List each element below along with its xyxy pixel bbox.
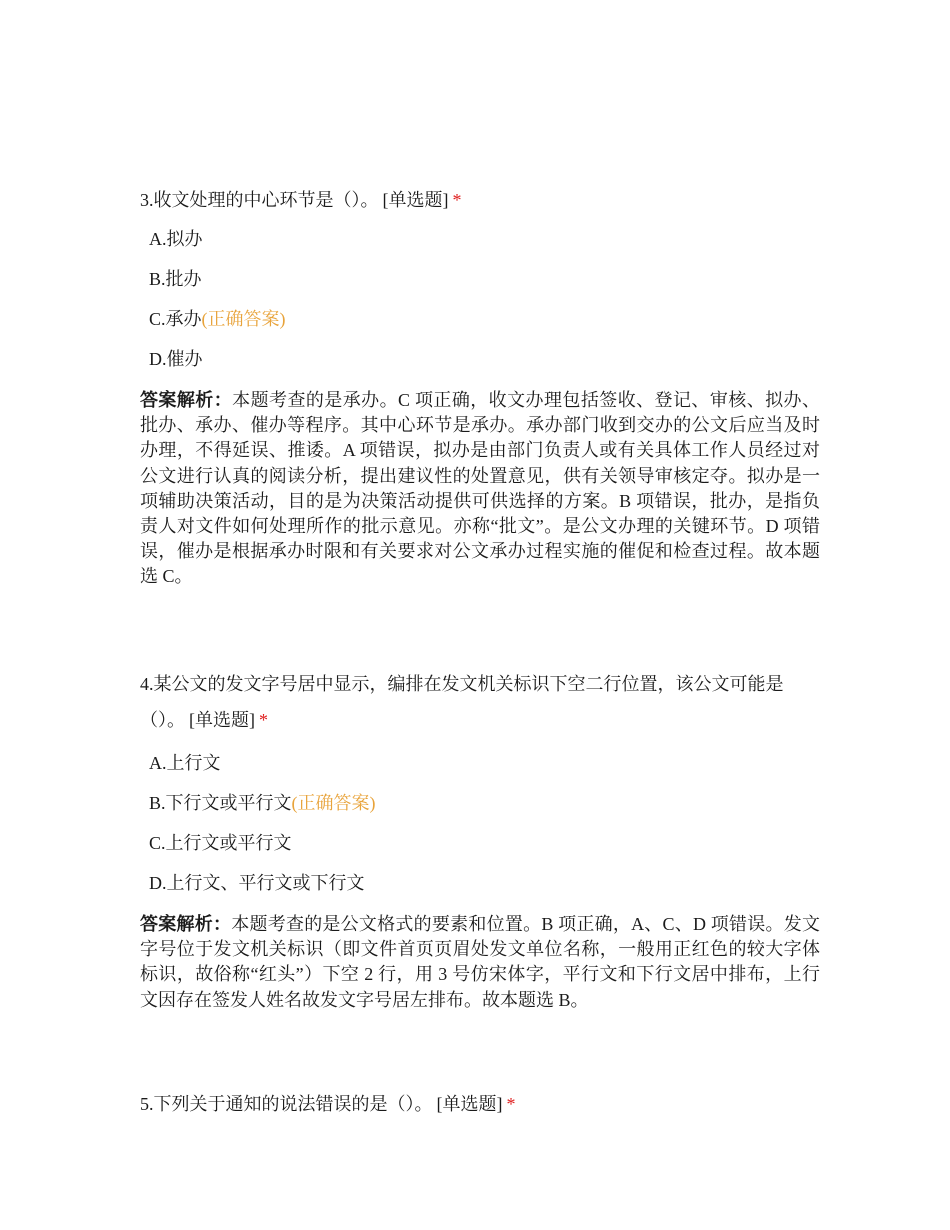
option-d (149, 348, 820, 388)
option-text: B.批办 (149, 269, 202, 289)
option-b (149, 792, 820, 832)
option-text: B.下行文或平行文 (149, 793, 292, 813)
option-a (149, 228, 820, 268)
option-d (149, 872, 820, 912)
options-list (140, 752, 820, 912)
option-c (149, 308, 820, 348)
required-marker: * (259, 710, 268, 730)
option-text: C.承办 (149, 309, 202, 329)
analysis-label: 答案解析： (140, 390, 233, 410)
question-title (140, 1086, 820, 1122)
question-text: 5.下列关于通知的说法错误的是（）。 (140, 1094, 433, 1114)
option-text: C.上行文或平行文 (149, 833, 292, 853)
question-type-tag: [单选题] (382, 190, 449, 210)
analysis-text: 本题考查的是承办。C 项正确，收文办理包括签收、登记、审核、拟办、批办、承办、催办等程序。其中心环节是承办。承办部门收到交办的公文后应当及时办理，不得延误、推诿。A 项错误，拟办是由部门负责人或有关具体工作人员经过对公文进行认真的阅读分析，提出建议性的处置意见，供有关领导审核定夺。拟办是一项辅助决策活动，目的是为决策活动提供可供选择的方案。B 项错误，批办，是指负责人对文件如何处理所作的批示意见。亦称“批文”。是公文办理的关键环节。D 项错误，催办是根据承办时限和有关要求对公文承办过程实施的催促和检查过程。故本题选 C。 (140, 390, 820, 587)
option-text: D.上行文、平行文或下行文 (149, 873, 365, 893)
question-text: 4.某公文的发文字号居中显示，编排在发文机关标识下空二行位置，该公文可能是（）。 (140, 674, 784, 730)
required-marker: * (452, 190, 462, 210)
question-title (140, 182, 820, 218)
answer-analysis (140, 912, 820, 1013)
analysis-text: 本题考查的是公文格式的要素和位置。B 项正确，A、C、D 项错误。发文字号位于发文机关标识（即文件首页页眉处发文单位名称，一般用正红色的较大字体标识，故俗称“红头”）下空 2 行，用 3 号仿宋体字，平行文和下行文居中排布，上行文因存在签发人姓名故发文字号居左排布。故本题选 B。 (140, 914, 820, 1010)
analysis-label: 答案解析： (140, 914, 232, 934)
answer-analysis (140, 388, 820, 590)
question-type-tag: [单选题] (189, 710, 255, 730)
options-list (140, 228, 820, 388)
question-3 (140, 182, 820, 590)
option-a (149, 752, 820, 792)
correct-answer-mark: (正确答案) (201, 309, 286, 329)
option-text: A.上行文 (149, 753, 221, 773)
question-4 (140, 666, 820, 1013)
correct-answer-mark: (正确答案) (291, 793, 376, 813)
question-text: 3.收文处理的中心环节是（）。 (140, 190, 379, 210)
question-title (140, 666, 820, 738)
option-b (149, 268, 820, 308)
required-marker: * (506, 1094, 516, 1114)
option-text: A.拟办 (149, 229, 203, 249)
option-c (149, 832, 820, 872)
question-type-tag: [单选题] (436, 1094, 503, 1114)
question-5 (140, 1086, 820, 1122)
option-text: D.催办 (149, 349, 203, 369)
